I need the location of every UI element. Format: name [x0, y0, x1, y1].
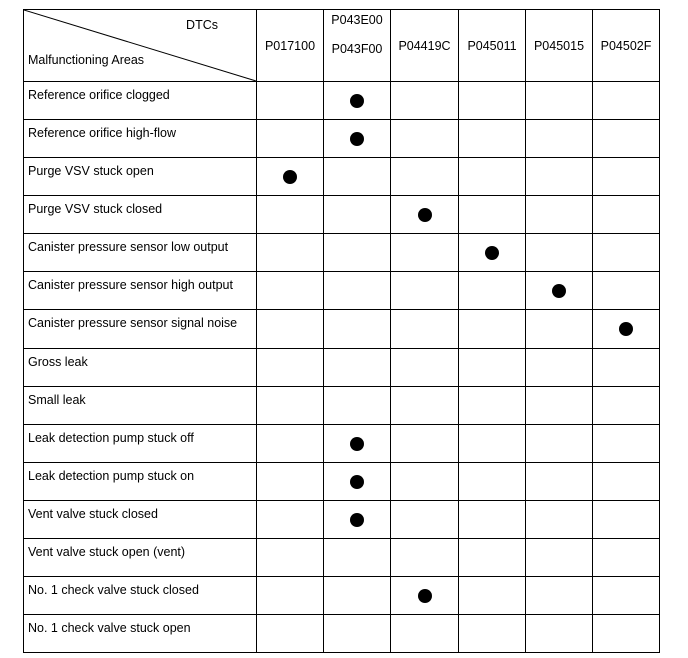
- table-row: [24, 82, 660, 120]
- matrix-cell: [459, 463, 526, 501]
- matrix-cell: [324, 234, 391, 272]
- filled-circle-icon: [350, 94, 364, 108]
- matrix-cell: [459, 501, 526, 539]
- matrix-cell: [459, 577, 526, 615]
- filled-circle-icon: [350, 132, 364, 146]
- matrix-cell: [257, 82, 324, 120]
- matrix-cell: [593, 539, 660, 577]
- matrix-cell: [459, 425, 526, 463]
- filled-circle-icon: [350, 475, 364, 489]
- matrix-cell: [391, 158, 459, 196]
- matrix-cell: [526, 539, 593, 577]
- matrix-cell: [324, 577, 391, 615]
- matrix-cell: [459, 349, 526, 387]
- matrix-cell: [593, 349, 660, 387]
- matrix-cell: [593, 82, 660, 120]
- matrix-cell: [593, 387, 660, 425]
- matrix-cell: [391, 120, 459, 158]
- matrix-cell: [391, 310, 459, 349]
- matrix-cell: [324, 615, 391, 653]
- matrix-cell: [459, 196, 526, 234]
- matrix-cell: [593, 272, 660, 310]
- filled-circle-icon: [418, 589, 432, 603]
- matrix-cell: [257, 463, 324, 501]
- matrix-cell: [257, 425, 324, 463]
- matrix-cell: [593, 120, 660, 158]
- malfunction-area-label: Canister pressure sensor low output: [24, 234, 257, 272]
- filled-circle-icon: [350, 513, 364, 527]
- matrix-cell: [257, 577, 324, 615]
- dtc-header: P04419C: [391, 10, 459, 82]
- matrix-cell: [324, 463, 391, 501]
- table-row: [24, 120, 660, 158]
- matrix-cell: [257, 310, 324, 349]
- filled-circle-icon: [485, 246, 499, 260]
- table-row: [24, 387, 660, 425]
- matrix-cell: [593, 234, 660, 272]
- matrix-cell: [324, 272, 391, 310]
- corner-header-cell: [24, 10, 257, 82]
- matrix-cell: [526, 234, 593, 272]
- matrix-cell: [526, 425, 593, 463]
- table-row: [24, 272, 660, 310]
- matrix-cell: [593, 463, 660, 501]
- header-row: [24, 10, 660, 82]
- malfunction-area-label: Small leak: [24, 387, 257, 425]
- matrix-cell: [324, 158, 391, 196]
- matrix-cell: [593, 425, 660, 463]
- malfunction-area-label: No. 1 check valve stuck closed: [24, 577, 257, 615]
- malfunction-area-label: Reference orifice clogged: [24, 82, 257, 120]
- matrix-cell: [391, 615, 459, 653]
- matrix-cell: [324, 349, 391, 387]
- matrix-cell: [593, 615, 660, 653]
- matrix-cell: [257, 539, 324, 577]
- table-row: [24, 539, 660, 577]
- matrix-cell: [257, 387, 324, 425]
- matrix-cell: [257, 615, 324, 653]
- filled-circle-icon: [552, 284, 566, 298]
- matrix-cell: [526, 349, 593, 387]
- table-row: [24, 501, 660, 539]
- table-row: [24, 234, 660, 272]
- matrix-cell: [459, 120, 526, 158]
- table-body: [24, 82, 660, 653]
- matrix-cell: [391, 577, 459, 615]
- matrix-cell: [459, 310, 526, 349]
- matrix-cell: [257, 120, 324, 158]
- matrix-cell: [593, 310, 660, 349]
- matrix-cell: [459, 615, 526, 653]
- matrix-cell: [257, 501, 324, 539]
- matrix-cell: [257, 349, 324, 387]
- malfunction-area-label: Vent valve stuck closed: [24, 501, 257, 539]
- dtc-header-dual: [324, 10, 391, 82]
- malfunction-area-label: Canister pressure sensor signal noise: [24, 310, 257, 349]
- matrix-cell: [459, 272, 526, 310]
- dtc-header: P04502F: [593, 10, 660, 82]
- matrix-cell: [391, 82, 459, 120]
- matrix-cell: [526, 577, 593, 615]
- malfunction-area-label: Reference orifice high-flow: [24, 120, 257, 158]
- matrix-cell: [391, 501, 459, 539]
- matrix-cell: [526, 310, 593, 349]
- matrix-cell: [526, 196, 593, 234]
- matrix-cell: [391, 196, 459, 234]
- matrix-cell: [324, 425, 391, 463]
- matrix-cell: [324, 120, 391, 158]
- matrix-cell: [526, 272, 593, 310]
- matrix-cell: [391, 349, 459, 387]
- dtc-header: P045015: [526, 10, 593, 82]
- matrix-cell: [459, 234, 526, 272]
- matrix-cell: [526, 158, 593, 196]
- matrix-cell: [324, 539, 391, 577]
- matrix-cell: [257, 272, 324, 310]
- matrix-cell: [324, 310, 391, 349]
- matrix-cell: [324, 387, 391, 425]
- table-row: [24, 349, 660, 387]
- matrix-cell: [391, 234, 459, 272]
- filled-circle-icon: [418, 208, 432, 222]
- matrix-cell: [391, 272, 459, 310]
- malfunction-area-label: Leak detection pump stuck off: [24, 425, 257, 463]
- matrix-cell: [391, 425, 459, 463]
- matrix-cell: [526, 501, 593, 539]
- filled-circle-icon: [350, 437, 364, 451]
- matrix-cell: [526, 615, 593, 653]
- dtc-matrix-table: [23, 9, 660, 653]
- matrix-cell: [459, 82, 526, 120]
- dtc-header: P045011: [459, 10, 526, 82]
- matrix-cell: [593, 501, 660, 539]
- matrix-cell: [324, 196, 391, 234]
- matrix-cell: [391, 387, 459, 425]
- matrix-cell: [459, 387, 526, 425]
- table-row: [24, 577, 660, 615]
- matrix-cell: [526, 387, 593, 425]
- table-row: [24, 463, 660, 501]
- dtcs-label: DTCs: [186, 18, 218, 32]
- matrix-cell: [526, 82, 593, 120]
- filled-circle-icon: [619, 322, 633, 336]
- malfunction-area-label: Leak detection pump stuck on: [24, 463, 257, 501]
- matrix-cell: [526, 463, 593, 501]
- diagonal-divider: [24, 10, 256, 81]
- table-row: [24, 310, 660, 349]
- dtc-header: P017100: [257, 10, 324, 82]
- malfunctioning-areas-label: Malfunctioning Areas: [28, 53, 145, 67]
- filled-circle-icon: [283, 170, 297, 184]
- dtc-code-b: P043F00: [331, 42, 383, 56]
- malfunction-area-label: Purge VSV stuck closed: [24, 196, 257, 234]
- malfunction-area-label: No. 1 check valve stuck open: [24, 615, 257, 653]
- matrix-cell: [593, 196, 660, 234]
- matrix-cell: [526, 120, 593, 158]
- matrix-cell: [257, 234, 324, 272]
- matrix-cell: [324, 501, 391, 539]
- matrix-cell: [257, 196, 324, 234]
- matrix-cell: [459, 539, 526, 577]
- matrix-cell: [391, 463, 459, 501]
- malfunction-area-label: Canister pressure sensor high output: [24, 272, 257, 310]
- malfunction-area-label: Gross leak: [24, 349, 257, 387]
- matrix-cell: [391, 539, 459, 577]
- matrix-cell: [593, 577, 660, 615]
- matrix-cell: [593, 158, 660, 196]
- table-row: [24, 158, 660, 196]
- table-row: [24, 425, 660, 463]
- malfunction-area-label: Purge VSV stuck open: [24, 158, 257, 196]
- matrix-cell: [257, 158, 324, 196]
- malfunction-area-label: Vent valve stuck open (vent): [24, 539, 257, 577]
- table-row: [24, 615, 660, 653]
- matrix-cell: [459, 158, 526, 196]
- matrix-cell: [324, 82, 391, 120]
- table-row: [24, 196, 660, 234]
- dtc-code-a: P043E00: [331, 13, 383, 27]
